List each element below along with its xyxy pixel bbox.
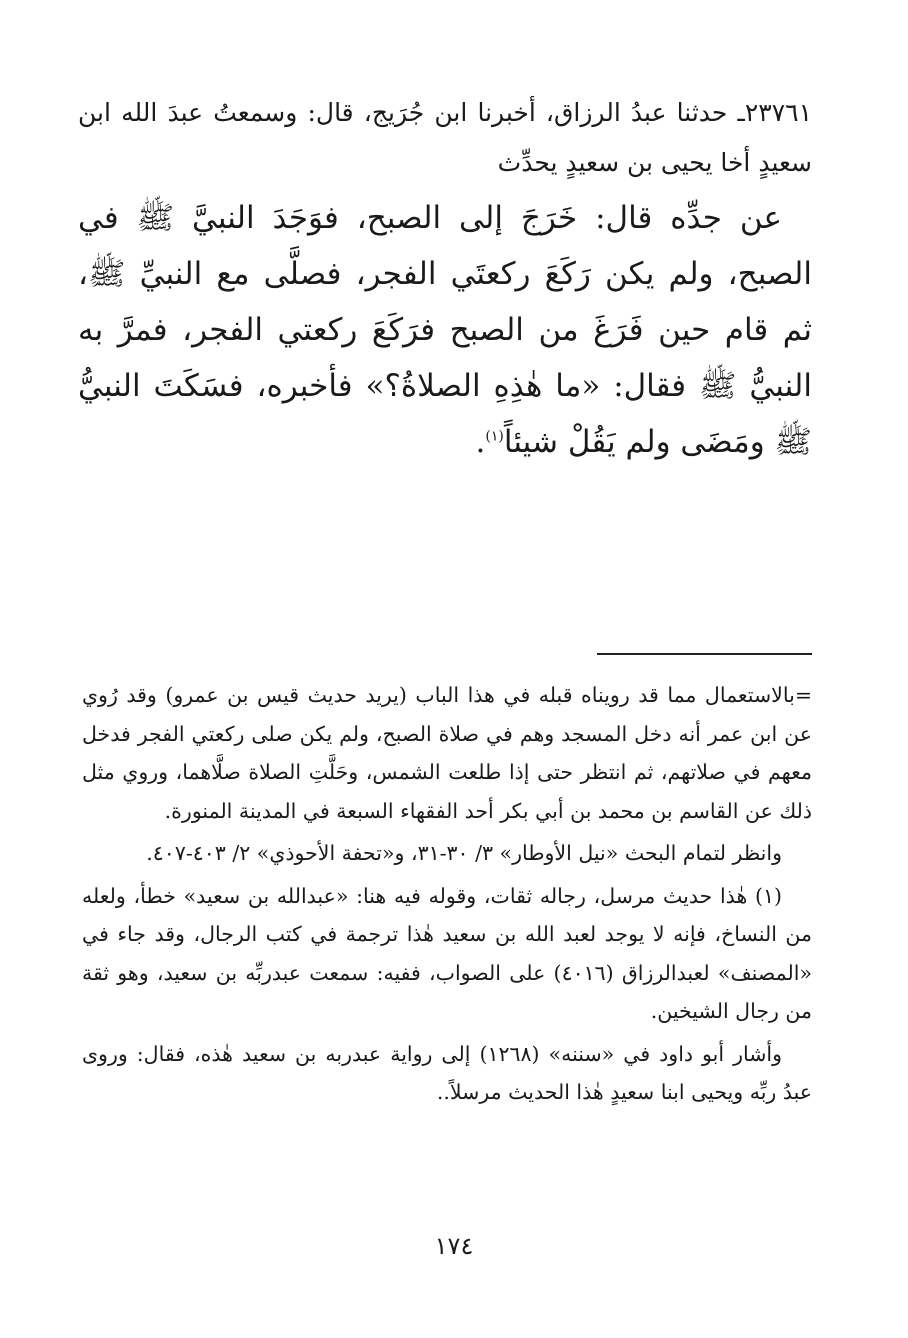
- page-number: ١٧٤: [434, 1232, 474, 1260]
- hadith-isnad: [78, 88, 812, 188]
- footnote-1: [82, 877, 812, 1031]
- footnote-reference-note: [82, 834, 812, 873]
- footnote-text: وانظر لتمام البحث «نيل الأوطار» ٣/ ٣٠-٣١، و«تحفة الأحوذي» ٢/ ٤٠٣-٤٠٧.: [146, 841, 782, 865]
- footnote-text: وأشار أبو داود في «سننه» (١٢٦٨) إلى رواية عبدربه بن سعيد هٰذه، فقال: وروى عبدُ ربِّه ويحيى ابنا سعيدٍ هٰذا الحديث مرسلاً..: [82, 1041, 812, 1104]
- footnote-separator: [597, 653, 812, 655]
- footnote-text: (١) هٰذا حديث مرسل، رجاله ثقات، وقوله فيه هنا: «عبدالله بن سعيد» خطأ، ولعله من النساخ، فإنه لا يوجد لعبد الله بن سعيد هٰذا ترجمة في كتب الرجال، وقد جاء في «المصنف» لعبدالرزاق (٤٠١٦) على الصواب، ففيه: سمعت عبدربِّه بن سعيد، وهو ثقة من رجال الشيخين.: [82, 883, 812, 1023]
- isnad-text: ٢٣٧٦١ـ حدثنا عبدُ الرزاق، أخبرنا ابن جُرَيج، قال: وسمعتُ عبدَ الله ابن سعيدٍ أخا يحيى بن سعيدٍ يحدِّث: [78, 98, 812, 177]
- footnote-continuation: [82, 676, 812, 830]
- footnote-text: =بالاستعمال مما قد رويناه قبله في هذا الباب (يريد حديث قيس بن عمرو) وقد رُوي عن ابن عمر أنه دخل المسجد وهم في صلاة الصبح، ولم يكن صلى ركعتي الفجر فدخل معهم في صلاتهم، ثم انتظر حتى إذا طلعت الشمس، وحَلَّتِ الصلاة صلَّاهما، وروي مثل ذلك عن القاسم بن محمد بن أبي بكر أحد الفقهاء السبعة في المدينة المنورة.: [82, 683, 812, 823]
- footnotes-section: [82, 676, 812, 1116]
- hadith-matn: عن جدِّه قال: خَرَجَ إلى الصبح، فوَجَدَ النبيَّ ﷺ في الصبح، ولم يكن رَكَعَ ركعتَي الفجر، فصلَّى مع النبيِّ ﷺ، ثم قام حين فَرَغَ من الصبح فرَكَعَ ركعتي الفجر، فمرَّ به النبيُّ ﷺ فقال: «ما هٰذِهِ الصلاةُ؟» فأخبره، فسَكَتَ النبيُّ ﷺ ومَضَى ولم يَقُلْ شيئاً$^{(١)}$.: [78, 200, 812, 460]
- footnote-1-continuation: [82, 1035, 812, 1112]
- matn-text: عن جدِّه قال: خَرَجَ إلى الصبح، فوَجَدَ النبيَّ ﷺ في الصبح، ولم يكن رَكَعَ ركعتَي الفجر، فصلَّى مع النبيِّ ﷺ، ثم قام حين فَرَغَ من الصبح فرَكَعَ ركعتي الفجر، فمرَّ به النبيُّ ﷺ فقال: «ما هٰذِهِ الصلاةُ؟» فأخبره، فسَكَتَ النبيُّ ﷺ ومَضَى ولم يَقُلْ شيئاً: [78, 200, 812, 460]
- footnote-marker[interactable]: (١): [485, 428, 504, 445]
